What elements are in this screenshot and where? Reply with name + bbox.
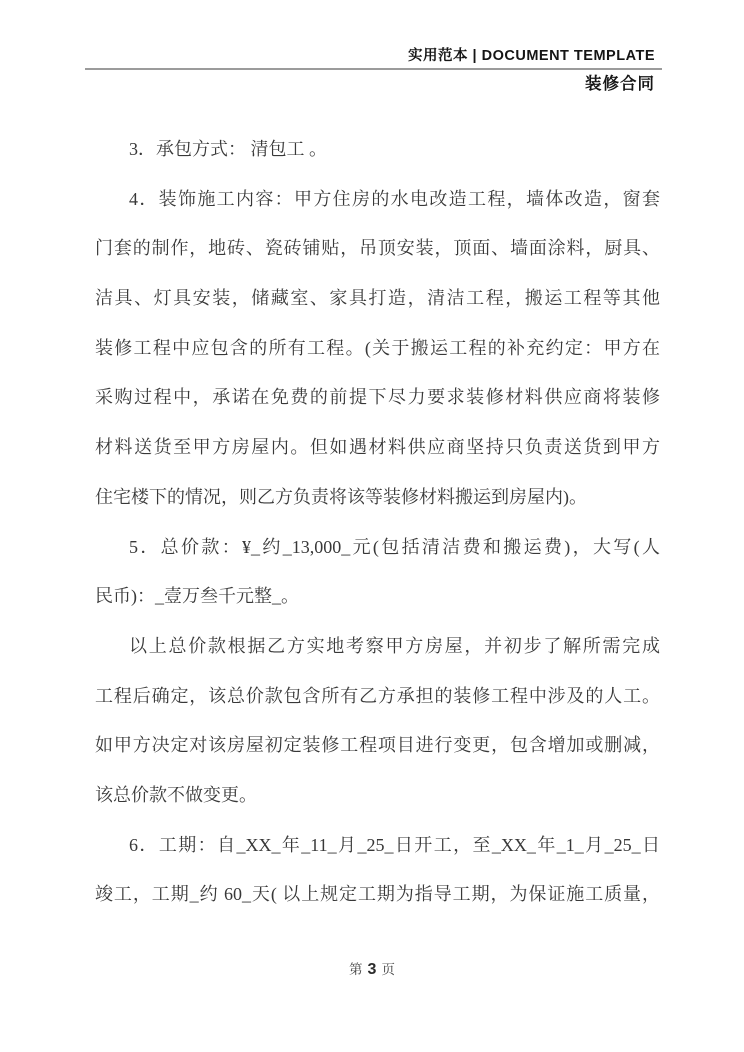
header-divider <box>85 68 662 70</box>
text-line: 以上总价款根据乙方实地考察甲方房屋，并初步了解所需完成 <box>129 635 660 656</box>
text-line: 如甲方决定对该房屋初定装修工程项目进行变更，包含增加或删减， <box>95 735 660 756</box>
text-line: 民币)：_壹万叁千元整_。 <box>95 586 299 607</box>
text-line: 门套的制作，地砖、瓷砖铺贴，吊顶安装，顶面、墙面涂料，厨具、 <box>95 238 660 259</box>
text-line: 竣工，工期_约 60_天( 以上规定工期为指导工期，为保证施工质量， <box>95 884 660 905</box>
text-line: 5．总价款：¥_约_13,000_元(包括清洁费和搬运费)，大写(人 <box>129 536 660 557</box>
text-line: 洁具、灯具安装，储藏室、家具打造，清洁工程，搬运工程等其他 <box>95 288 660 309</box>
page-number-prefix: 第 <box>349 962 363 977</box>
page-number-suffix: 页 <box>381 962 395 977</box>
text-line: 3．承包方式： 清包工 。 <box>129 139 327 159</box>
text-line: 住宅楼下的情况，则乙方负责将该等装修材料搬运到房屋内)。 <box>95 486 587 507</box>
page-footer <box>0 957 744 983</box>
text-line: 该总价款不做变更。 <box>95 784 257 805</box>
body-lines <box>95 125 660 920</box>
header-brand: 实用范本 | DOCUMENT TEMPLATE <box>408 48 655 64</box>
text-line: 4．装饰施工内容：甲方住房的水电改造工程，墙体改造，窗套 <box>129 188 660 209</box>
page-number: 3 <box>367 961 377 978</box>
text-line: 工程后确定，该总价款包含所有乙方承担的装修工程中涉及的人工。 <box>95 685 660 706</box>
text-line: 材料送货至甲方房屋内。但如遇材料供应商坚持只负责送货到甲方 <box>95 437 660 458</box>
document-body <box>95 125 660 920</box>
text-line: 6．工期：自_XX_年_11_月_25_日开工，至_XX_年_1_月_25_日 <box>129 834 660 855</box>
text-line: 采购过程中，承诺在免费的前提下尽力要求装修材料供应商将装修 <box>95 387 660 408</box>
text-line: 装修工程中应包含的所有工程。(关于搬运工程的补充约定：甲方在 <box>95 337 660 358</box>
page-header <box>85 47 662 94</box>
document-title: 装修合同 <box>585 75 655 93</box>
